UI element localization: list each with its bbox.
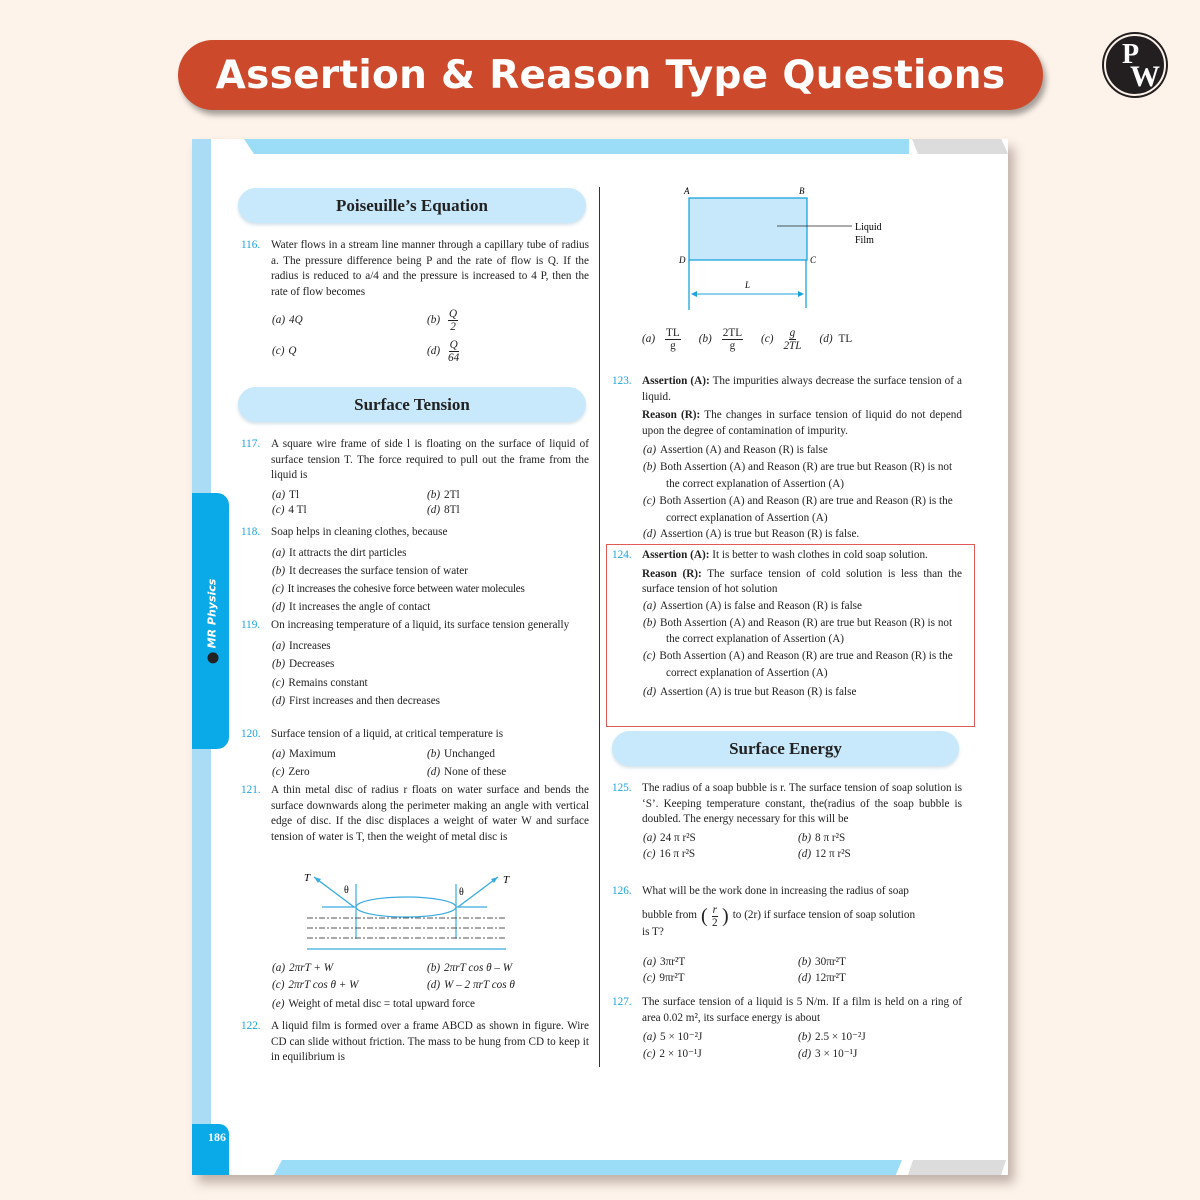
section-heading-surface-tension: Surface Tension	[238, 387, 586, 422]
question-121-options	[241, 960, 589, 1014]
option-c[interactable]: (c) 2 × 10⁻¹J	[643, 1048, 702, 1061]
section-heading-surface-energy: Surface Energy	[612, 731, 959, 766]
question-text: A liquid film is formed over a frame ABCD as shown in figure. Wire CD can slide without friction. The mass to be hung from CD to keep it in equilibrium is	[271, 1020, 589, 1064]
option-d[interactable]: (d) Assertion (A) is true but Reason (R) is false.	[643, 528, 860, 541]
option-c[interactable]: (c) 2πrT cos θ + W	[272, 979, 359, 991]
svg-text:T: T	[503, 874, 510, 886]
option-d[interactable]: (d) 8Tl	[427, 504, 460, 517]
option-b[interactable]: (b) $\frac{2TL}{g}$	[698, 327, 743, 352]
option-a[interactable]: (a) It attracts the dirt particles	[272, 546, 407, 559]
question-122: 122. A liquid film is formed over a frame ABCD as shown in figure. Wire CD can slide without friction. The mass to be hung from CD to keep it in equilibrium is	[241, 1019, 589, 1066]
option-a[interactable]: (a) 5 × 10⁻²J	[643, 1031, 703, 1044]
option-a[interactable]: (a) 24 π r²S	[643, 831, 696, 844]
option-c[interactable]: (c) It increases the cohesive force between water molecules	[272, 582, 525, 595]
svg-text:C: C	[810, 255, 817, 265]
page-number: 186	[192, 1124, 229, 1175]
option-b[interactable]: (b) 30πr²T	[798, 956, 846, 969]
question-123: 123. Assertion (A): The impurities always decrease the surface tension of a liquid. Reason (R): The changes in surface tension of liquid do not depend upon the degree of contamination of impurity. (a) Assertion (A) and Reason (R) is false (b) Both Assertion (A) and Reason (R) are true but Reason (R) is not the correct explanation of Assertion (A) (c) Both Assertion (A) and Reason (R) are true and Reason (R) is the correct explanation of Assertion (A) (d) Assertion (A) is true but Reason (R) is false.	[612, 374, 962, 543]
pw-logo-icon	[1104, 34, 1166, 96]
question-text: Water flows in a stream line manner through a capillary tube of radius a. The pressure difference being P and the rate of flow is Q. If the radius is reduced to a/4 and the pressure is increased to 4 P, then the rate of flow becomes	[271, 239, 589, 298]
option-a[interactable]: (a) 4Q	[272, 314, 303, 327]
question-125: 125. The radius of a soap bubble is r. The surface tension of soap solution is ‘S’. Keeping temperature constant, the(radius of the soap bubble is doubled. The energy necessary for this will be (a) 24 π r²S (b) 8 π r²S (c) 16 π r²S (d) 12 π r²S	[612, 782, 962, 860]
option-a[interactable]: (a) 3πr²T	[643, 956, 686, 969]
option-b[interactable]: (b) Both Assertion (A) and Reason (R) are true but Reason (R) is not the correct explanation of Assertion (A)	[643, 461, 953, 490]
option-b[interactable]: (b) $\frac{Q}{2}$	[427, 308, 458, 334]
option-c[interactable]: (c) Both Assertion (A) and Reason (R) are true and Reason (R) is the correct explanation of Assertion (A)	[643, 494, 953, 524]
option-c[interactable]: (c) Q	[272, 345, 297, 358]
question-text: The radius of a soap bubble is r. The surface tension of soap solution is ‘S’. Keeping temperature constant, the(radius of the soap bubble is doubled. The energy necessary for this will be	[642, 782, 962, 826]
question-126: 126. What will be the work done in increasing the radius of soap bubble from ( $\frac{r}{2}$ ) to (2r) if surface tension of soap solution is T? (a) 3πr²T (b) 30πr²T (c) 9πr²T (d) 12πr²T	[612, 884, 962, 986]
question-120: 120. Surface tension of a liquid, at critical temperature is (a) Maximum (b) Unchanged (c) Zero (d) None of these	[241, 727, 589, 781]
option-c[interactable]: (c) 4 Tl	[272, 504, 307, 517]
option-b[interactable]: (b) 2.5 × 10⁻²J	[798, 1031, 866, 1044]
option-d[interactable]: (d) First increases and then decreases	[272, 695, 441, 708]
option-d[interactable]: (d) $\frac{Q}{64}$	[427, 339, 460, 365]
bottom-decor-band	[274, 1160, 902, 1175]
chapter-side-tab	[192, 493, 229, 749]
svg-text:θ: θ	[344, 885, 349, 896]
option-c[interactable]: (c) 9πr²T	[643, 972, 685, 985]
option-b[interactable]: (b) 2Tl	[427, 488, 460, 501]
option-a[interactable]: (a) Assertion (A) and Reason (R) is false	[643, 444, 828, 457]
option-d[interactable]: (d) It increases the angle of contact	[272, 600, 431, 613]
title-banner	[178, 40, 1043, 110]
pw-small-logo-icon	[207, 652, 218, 663]
option-a[interactable]: (a) Assertion (A) is false and Reason (R) is false	[643, 599, 862, 612]
top-decor-band	[244, 139, 909, 154]
svg-text:A: A	[684, 186, 690, 196]
question-text: Soap helps in cleaning clothes, because	[271, 526, 448, 538]
option-b[interactable]: (b) Decreases	[272, 658, 335, 671]
option-e[interactable]: (e) Weight of metal disc = total upward force	[272, 998, 475, 1010]
option-d[interactable]: (d) 3 × 10⁻¹J	[798, 1048, 858, 1061]
question-text: Surface tension of a liquid, at critical temperature is	[271, 728, 504, 740]
svg-text:T: T	[304, 872, 311, 884]
question-124: 124. Assertion (A): It is better to wash clothes in cold soap solution. Reason (R): The surface tension of cold solution is less than the surface tension of hot solution (a) Assertion (A) is false and Reason (R) is false (b) Both Assertion (A) and Reason (R) are true but Reason (R) is not the correct explanation of Assertion (A) (c) Both Assertion (A) and Reason (R) are true and Reason (R) is the correct explanation of Assertion (A) (d) Assertion (A) is true but Reason (R) is false	[612, 548, 962, 701]
option-d[interactable]: (d) None of these	[427, 765, 507, 778]
option-c[interactable]: (c) Both Assertion (A) and Reason (R) are true and Reason (R) is the correct explanation of Assertion (A)	[643, 650, 953, 679]
logo-letter-w: W	[1130, 60, 1160, 93]
svg-text:Liquid: Liquid	[855, 222, 882, 233]
option-d[interactable]: (d) 12 π r²S	[798, 847, 851, 860]
option-c[interactable]: (c) Remains constant	[272, 676, 368, 689]
svg-text:θ: θ	[459, 887, 464, 898]
option-a[interactable]: (a) Tl	[272, 488, 299, 501]
question-119: 119. On increasing temperature of a liquid, its surface tension generally (a) Increases (b) Decreases (c) Remains constant (d) First increases and then decreases	[241, 618, 589, 711]
option-b[interactable]: (b) Both Assertion (A) and Reason (R) are true but Reason (R) is not the correct explanation of Assertion (A)	[643, 616, 953, 646]
question-text: A square wire frame of side l is floating on the surface of liquid of surface tension T. The force required to pull out the frame from the liquid is	[271, 438, 589, 482]
option-a[interactable]: (a) Maximum	[272, 747, 336, 760]
option-b[interactable]: (b) It decreases the surface tension of water	[272, 564, 468, 577]
question-118: 118. Soap helps in cleaning clothes, because (a) It attracts the dirt particles (b) It decreases the surface tension of water (c) It increases the cohesive force between water molecules (d) It increases the angle of contact	[241, 525, 589, 616]
option-d[interactable]: (d) Assertion (A) is true but Reason (R) is false	[643, 685, 857, 698]
option-d[interactable]: (d) TL	[819, 332, 853, 345]
side-tab-label: MR Physics	[206, 579, 219, 664]
option-d[interactable]: (d) 12πr²T	[798, 972, 846, 985]
option-d[interactable]: (d) W – 2 πrT cos θ	[427, 979, 515, 991]
liquid-film-frame-figure	[672, 184, 902, 314]
option-c[interactable]: (c) $\frac{g}{2TL}$	[761, 327, 802, 352]
svg-text:L: L	[745, 280, 751, 290]
question-122-options	[642, 327, 982, 352]
svg-text:D: D	[679, 255, 686, 265]
banner-title: Assertion & Reason Type Questions	[215, 52, 1006, 98]
question-text: A thin metal disc of radius r floats on water surface and bends the surface downwards along the perimeter making an angle with vertical edge of disc. If the disc displaces a weight of water W and surface tension of water is T, then the weight of metal disc is	[271, 784, 589, 843]
top-decor-grey	[912, 139, 1008, 154]
book-page	[192, 139, 1008, 1175]
option-a[interactable]: (a) 2πrT + W	[272, 962, 334, 974]
option-b[interactable]: (b) 2πrT cos θ – W	[427, 962, 513, 974]
option-b[interactable]: (b) Unchanged	[427, 747, 495, 760]
svg-text:Film: Film	[855, 235, 874, 246]
question-127: 127. The surface tension of a liquid is 5 N/m. If a film is held on a ring of area 0.02 m², its surface energy is about (a) 5 × 10⁻²J (b) 2.5 × 10⁻²J (c) 2 × 10⁻¹J (d) 3 × 10⁻¹J	[612, 995, 962, 1063]
question-text: The surface tension of a liquid is 5 N/m. If a film is held on a ring of area 0.02 m², its surface energy is about	[642, 996, 962, 1024]
question-116: 116. Water flows in a stream line manner through a capillary tube of radius a. The pressure difference being P and the rate of flow is Q. If the radius is reduced to a/4 and the pressure is increased to 4 P, then the rate of flow becomes (a) 4Q (b) $\frac{Q}{2}$ (c) Q (d) $\frac{Q}{64}$	[241, 239, 589, 365]
svg-text:B: B	[799, 186, 805, 196]
section-heading-poiseuille: Poiseuille’s Equation	[238, 188, 586, 223]
option-c[interactable]: (c) Zero	[272, 765, 310, 778]
question-121: 121. A thin metal disc of radius r floats on water surface and bends the surface downwards along the perimeter making an angle with vertical edge of disc. If the disc displaces a weight of water W and surface tension of water is T, then the weight of metal disc is	[241, 783, 589, 845]
question-117: 117. A square wire frame of side l is floating on the surface of liquid of surface tension T. The force required to pull out the frame from the liquid is (a) Tl (b) 2Tl (c) 4 Tl (d) 8Tl	[241, 437, 589, 519]
logo-letter-p: P	[1122, 39, 1140, 70]
option-c[interactable]: (c) 16 π r²S	[643, 847, 696, 860]
option-a[interactable]: (a) Increases	[272, 639, 331, 652]
bottom-decor-grey	[908, 1160, 1006, 1175]
floating-disc-figure	[304, 869, 524, 959]
column-divider	[599, 187, 600, 1067]
option-a[interactable]: (a) $\frac{TL}{g}$	[642, 327, 680, 352]
option-b[interactable]: (b) 8 π r²S	[798, 831, 846, 844]
question-text: On increasing temperature of a liquid, its surface tension generally	[271, 619, 570, 631]
